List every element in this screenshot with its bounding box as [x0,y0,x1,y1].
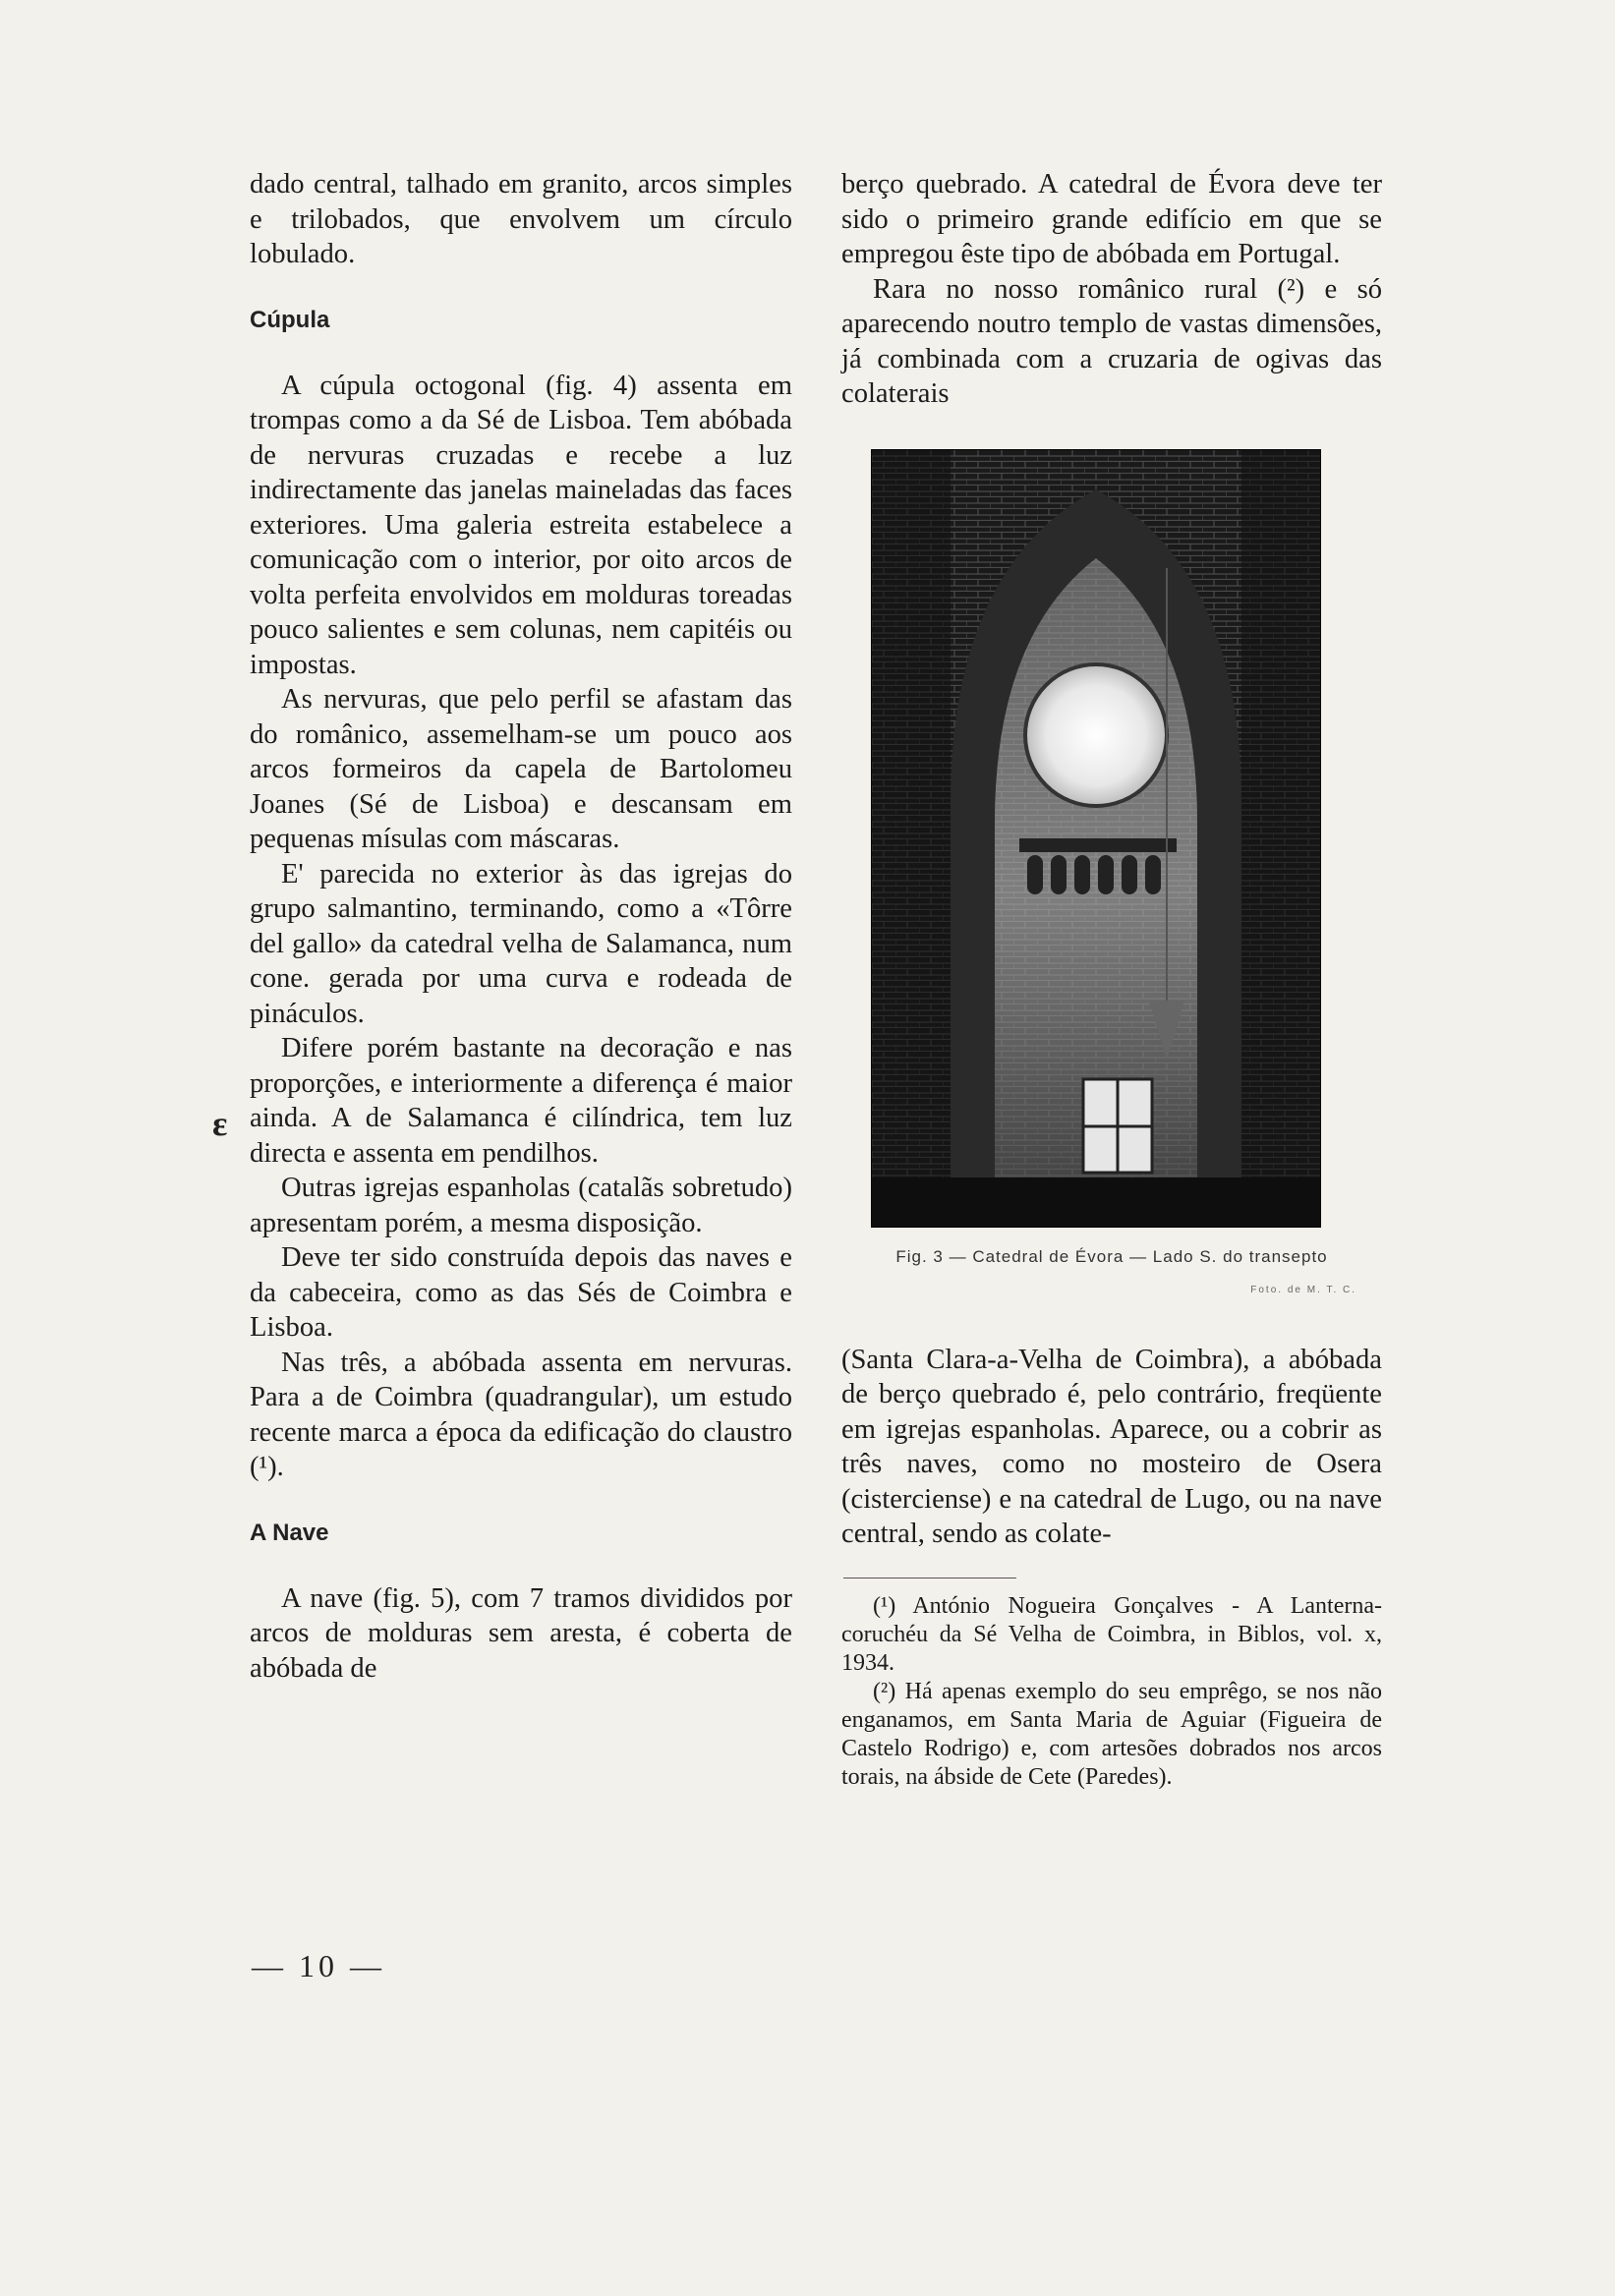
paragraph: Outras igrejas espanholas (catalãs sobretudo) apresentam porém, a mesma disposição. [250,1173,792,1238]
left-column [250,167,792,1686]
paragraph: E' parecida no exterior às das igrejas do grupo salmantino, terminando, como a «Tôrre del gallo» da catedral velha de Salamanca, num cone. gerada por uma curva e rodeada de pináculos. [250,858,792,1029]
paragraph: berço quebrado. A catedral de Évora deve ter sido o primeiro grande edifício em que se empregou êste tipo de abóbada em Portugal. [841,169,1382,269]
right-column [841,167,1382,1792]
section-heading-nave: A Nave [250,1519,329,1546]
section-heading-cupula: Cúpula [250,306,330,333]
figure-caption: Fig. 3 — Catedral de Évora — Lado S. do transepto [895,1246,1328,1266]
paragraph: A nave (fig. 5), com 7 tramos divididos por arcos de molduras sem aresta, é coberta de abóbada de [250,1582,792,1684]
handwritten-margin-mark: ε [212,1104,228,1143]
cathedral-interior-image [872,450,1320,1227]
paragraph: Rara no nosso românico rural (²) e só aparecendo noutro templo de vastas dimensões, já combinada com a cruzaria de ogivas das colaterais [841,273,1382,409]
paragraph: dado central, talhado em granito, arcos simples e trilobados, que envolvem um círculo lobulado. [250,169,792,269]
paragraph: (Santa Clara-a-Velha de Coimbra), a abóbada de berço quebrado é, pelo contrário, freqüente em igrejas espanholas. Aparece, ou a cobrir as três naves, como no mosteiro de Osera (cisterciense) e na catedral de Lugo, ou na nave central, sendo as colate- [841,1344,1382,1549]
photo-credit: Foto. de M. T. C. [1250,1284,1356,1295]
page-number: — 10 — [252,1948,385,1983]
footnote-1: (¹) António Nogueira Gonçalves - A Lanterna-coruchéu da Sé Velha de Coimbra, in Biblos, vol. x, 1934. [841,1592,1382,1676]
paragraph: Difere porém bastante na decoração e nas proporções, e interiormente a diferença é maior ainda. A de Salamanca é cilíndrica, tem luz directa e assenta em pendilhos. [250,1033,792,1169]
paragraph: As nervuras, que pelo perfil se afastam das do românico, assemelham-se um pouco aos arcos formeiros da capela de Bartolomeu Joanes (Sé de Lisboa) e descansam em pequenas mísulas com máscaras. [250,684,792,854]
paragraph: A cúpula octogonal (fig. 4) assenta em trompas como a da Sé de Lisboa. Tem abóbada de nervuras cruzadas e recebe a luz indirectamente das janelas maineladas das faces exteriores. Uma galeria estreita estabelece a comunicação com o interior, por oito arcos de volta perfeita envolvidos em molduras toreadas pouco salientes e sem colunas, nem capitéis ou impostas. [250,370,792,680]
cathedral-photo [871,449,1321,1228]
paragraph: Deve ter sido construída depois das naves e da cabeceira, como as das Sés de Coimbra e Lisboa. [250,1242,792,1343]
footnotes [841,1592,1382,1792]
footnote-2: (²) Há apenas exemplo do seu emprêgo, se nos não enganamos, em Santa Maria de Aguiar (Figueira de Castelo Rodrigo) e, com artesões dobrados nos arcos torais, na ábside de Cete (Paredes). [841,1678,1382,1790]
paragraph: Nas três, a abóbada assenta em nervuras. Para a de Coimbra (quadrangular), um estudo recente marca a época da edificação do claustro (¹). [250,1347,792,1482]
